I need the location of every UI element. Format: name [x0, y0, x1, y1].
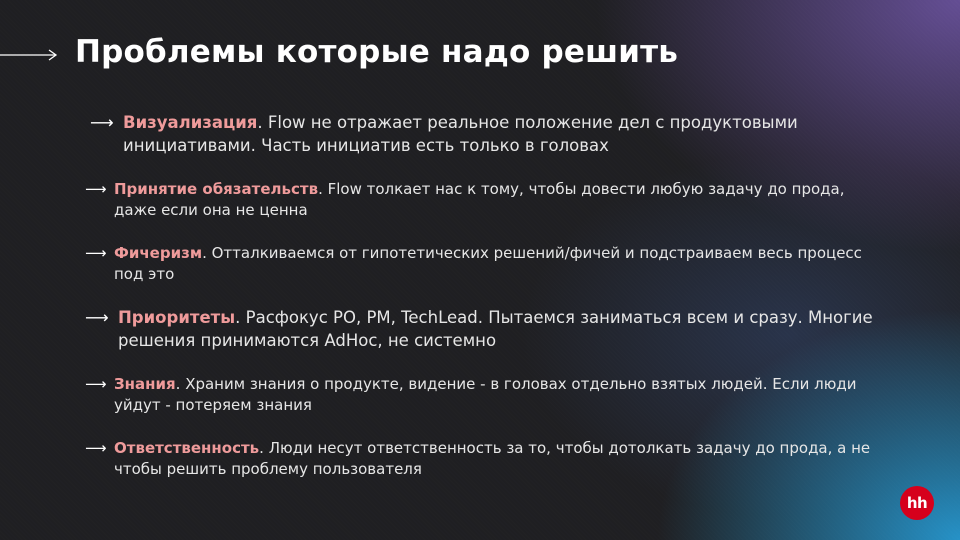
hh-logo: hh — [900, 486, 934, 520]
bullet-arrow-icon: ⟶ — [90, 113, 114, 132]
item-description: . Храним знания о продукте, видение - в головах отдельно взятых людей. Если люди уйдут - потеряем знания — [114, 375, 857, 414]
slide-title: Проблемы которые надо решить — [75, 34, 679, 70]
item-description: . Расфокус PO, PM, TechLead. Пытаемся заниматься всем и сразу. Многие решения принимаются AdHoc, не системно — [118, 308, 873, 350]
item-text — [85, 307, 875, 353]
bullet-arrow-icon: ⟶ — [85, 180, 107, 198]
list-item — [85, 438, 875, 479]
item-text — [90, 112, 850, 158]
item-keyword: Принятие обязательств — [114, 180, 319, 198]
title-arrow-icon — [0, 48, 58, 62]
item-description: . Отталкиваемся от гипотетических решений/фичей и подстраиваем весь процесс под это — [114, 244, 862, 283]
list-item — [85, 243, 875, 284]
item-description: . Flow толкает нас к тому, чтобы довести любую задачу до прода, даже если она не ценна — [114, 180, 845, 219]
list-item — [85, 307, 875, 353]
item-keyword: Знания — [114, 375, 176, 393]
item-text — [85, 179, 875, 220]
item-description: . Люди несут ответственность за то, чтобы дотолкать задачу до прода, а не чтобы решить проблему пользователя — [114, 439, 871, 478]
list-item — [85, 179, 875, 220]
item-description: . Flow не отражает реальное положение дел с продуктовыми инициативами. Часть инициатив есть только в головах — [123, 113, 798, 155]
bullet-arrow-icon: ⟶ — [85, 439, 107, 457]
bullet-arrow-icon: ⟶ — [85, 244, 107, 262]
item-keyword: Визуализация — [123, 113, 258, 132]
list-item — [90, 112, 850, 158]
item-text — [85, 374, 875, 415]
item-keyword: Фичеризм — [114, 244, 203, 262]
bullet-arrow-icon: ⟶ — [85, 375, 107, 393]
list-item — [85, 374, 875, 415]
item-text — [85, 243, 875, 284]
item-keyword: Ответственность — [114, 439, 260, 457]
item-keyword: Приоритеты — [118, 308, 236, 327]
item-text — [85, 438, 875, 479]
bullet-arrow-icon: ⟶ — [85, 308, 109, 327]
